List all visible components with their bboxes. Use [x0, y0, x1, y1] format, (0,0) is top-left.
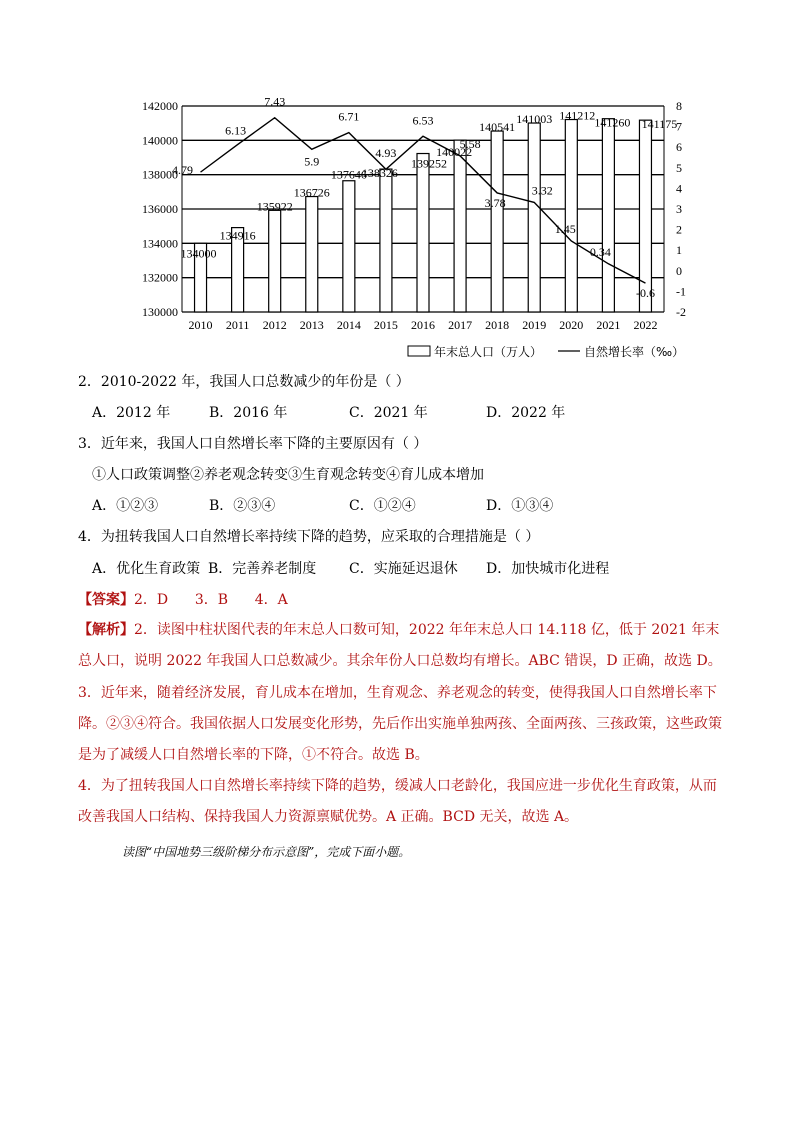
rate-value-label: -0.6	[635, 286, 655, 301]
right-tick-label: -1	[676, 284, 686, 299]
x-tick-label: 2022	[633, 318, 658, 332]
rate-value-label: 5.58	[459, 136, 481, 151]
rate-value-label: 7.43	[264, 94, 286, 109]
population-chart	[0, 0, 794, 370]
x-tick-label: 2016	[411, 318, 435, 332]
population-bar	[565, 120, 577, 312]
x-tick-label: 2015	[373, 318, 398, 332]
bar-value-label: 140022	[436, 145, 473, 160]
right-tick-label: 5	[676, 160, 682, 175]
right-tick-label: 3	[676, 202, 682, 216]
left-tick-label: 142000	[142, 99, 178, 113]
bar-value-label: 134916	[219, 228, 256, 243]
population-bar	[454, 140, 466, 312]
right-tick-label: 6	[676, 140, 682, 155]
question-3-items: ①人口政策调整②养老观念转变③生育观念转变④育儿成本增加	[92, 467, 484, 483]
population-bar	[602, 119, 614, 312]
chart-legend	[408, 344, 684, 359]
bar-value-label: 135922	[256, 199, 293, 214]
bar-value-label: 140541	[479, 120, 516, 135]
analysis-label: 【解析】	[78, 622, 134, 638]
right-tick-label: 0	[676, 263, 682, 278]
x-tick-label: 2013	[299, 318, 324, 332]
left-tick-label: 136000	[142, 202, 178, 216]
rate-value-label: 5.9	[304, 154, 320, 169]
x-tick-label: 2012	[262, 318, 287, 332]
x-tick-label: 2014	[336, 318, 361, 332]
question-2-stem: 2．2010-2022 年，我国人口总数减少的年份是（ ）	[78, 374, 410, 390]
rate-value-label: 1.45	[554, 221, 576, 236]
rate-value-label: 3.78	[484, 195, 506, 210]
bar-value-label: 141212	[559, 108, 596, 123]
x-tick-label: 2018	[485, 318, 510, 332]
bar-value-label: 136726	[293, 185, 330, 200]
population-bar	[491, 131, 503, 312]
q2-option-b[interactable]: B．2016 年	[209, 405, 288, 421]
right-tick-label: 2	[676, 222, 682, 237]
rate-value-label: 0.34	[589, 244, 611, 259]
left-tick-label: 140000	[142, 133, 178, 148]
next-section-note: 读图“中国地势三级阶梯分布示意图”，完成下面小题。	[122, 845, 411, 859]
q2-option-c[interactable]: C．2021 年	[349, 405, 428, 421]
question-3-stem: 3．近年来，我国人口自然增长率下降的主要原因有（ ）	[78, 436, 428, 452]
bar-value-label: 137646	[330, 167, 367, 182]
answer-label: 【答案】	[78, 592, 134, 608]
analysis-paragraph-2	[78, 615, 728, 677]
bar-value-label: 141003	[516, 112, 553, 127]
right-tick-label: 8	[676, 99, 682, 113]
legend-line-label: 自然增长率（‰）	[584, 345, 685, 359]
bar-value-label: 134000	[180, 246, 217, 261]
population-bar	[269, 210, 281, 312]
question-4-stem: 4．为扭转我国人口自然增长率持续下降的趋势，应采取的合理措施是（ ）	[78, 529, 540, 545]
left-tick-label: 130000	[142, 305, 178, 319]
x-tick-label: 2010	[188, 318, 213, 332]
right-tick-label: -2	[676, 305, 686, 319]
right-tick-label: 7	[676, 119, 682, 134]
rate-value-label: 3.32	[531, 183, 553, 198]
rate-value-label: 4.93	[375, 146, 397, 161]
analysis-paragraph-3: 3．近年来，随着经济发展，育儿成本在增加，生育观念、养老观念的转变，使得我国人口自然增长率下降。②③④符合。我国依据人口发展变化形势，先后作出实施单独两孩、全面两孩、三孩政策，这些政策是为了减缓人口自然增长率的下降，①不符合。故选 B。	[78, 685, 722, 763]
population-bar	[380, 169, 392, 312]
rate-value-label: 6.53	[412, 113, 434, 128]
population-bar	[306, 197, 318, 312]
bar-value-label: 138326	[361, 166, 398, 181]
rate-value-label: 4.79	[172, 163, 194, 178]
legend-bar-label: 年末总人口（万人）	[434, 345, 543, 359]
chart-bars	[195, 119, 652, 312]
q3-option-d[interactable]: D．①③④	[486, 498, 554, 514]
x-tick-label: 2021	[596, 318, 621, 332]
x-tick-label: 2020	[559, 318, 584, 332]
population-bar	[528, 123, 540, 312]
answer-text: 2．D 3．B 4．A	[134, 592, 288, 608]
q4-option-a[interactable]: A．优化生育政策	[92, 561, 201, 577]
q2-option-d[interactable]: D．2022 年	[486, 405, 566, 421]
q4-option-c[interactable]: C．实施延迟退休	[349, 561, 458, 577]
analysis-paragraph-4: 4．为了扭转我国人口自然增长率持续下降的趋势，缓减人口老龄化，我国应进一步优化生育政策，从而改善我国人口结构、保持我国人力资源禀赋优势。A 正确。BCD 无关，故选 A。	[78, 778, 717, 825]
q4-option-b[interactable]: B．完善养老制度	[208, 561, 317, 577]
q3-option-b[interactable]: B．②③④	[209, 498, 276, 514]
legend-bar-swatch	[408, 346, 430, 356]
rate-value-label: 6.71	[338, 109, 360, 124]
bar-value-label: 141175	[641, 117, 678, 132]
answer-line	[78, 591, 288, 609]
right-tick-label: 1	[676, 243, 682, 258]
x-tick-label: 2019	[522, 318, 547, 332]
left-tick-label: 138000	[142, 167, 178, 182]
q3-option-a[interactable]: A．①②③	[92, 498, 159, 514]
bar-value-label: 141260	[594, 115, 631, 130]
population-bar	[343, 181, 355, 312]
right-tick-label: 4	[676, 181, 682, 196]
analysis-2-text: 2．读图中柱状图代表的年末总人口数可知，2022 年年末总人口 14.118 亿，低于 2021 年末总人口，说明 2022 年我国人口总数减少。其余年份人口总数均有增长。ABC 错误，D 正确，故选 D。	[78, 622, 722, 669]
q4-option-d[interactable]: D．加快城市化进程	[486, 561, 610, 577]
population-bar	[417, 154, 429, 312]
q2-option-a[interactable]: A．2012 年	[92, 405, 171, 421]
x-tick-label: 2017	[448, 318, 473, 332]
left-tick-label: 132000	[142, 270, 178, 285]
q3-option-c[interactable]: C．①②④	[349, 498, 416, 514]
bar-value-label: 139252	[411, 156, 447, 171]
x-tick-label: 2011	[225, 318, 250, 332]
left-tick-label: 134000	[142, 236, 178, 251]
rate-value-label: 6.13	[225, 123, 247, 138]
